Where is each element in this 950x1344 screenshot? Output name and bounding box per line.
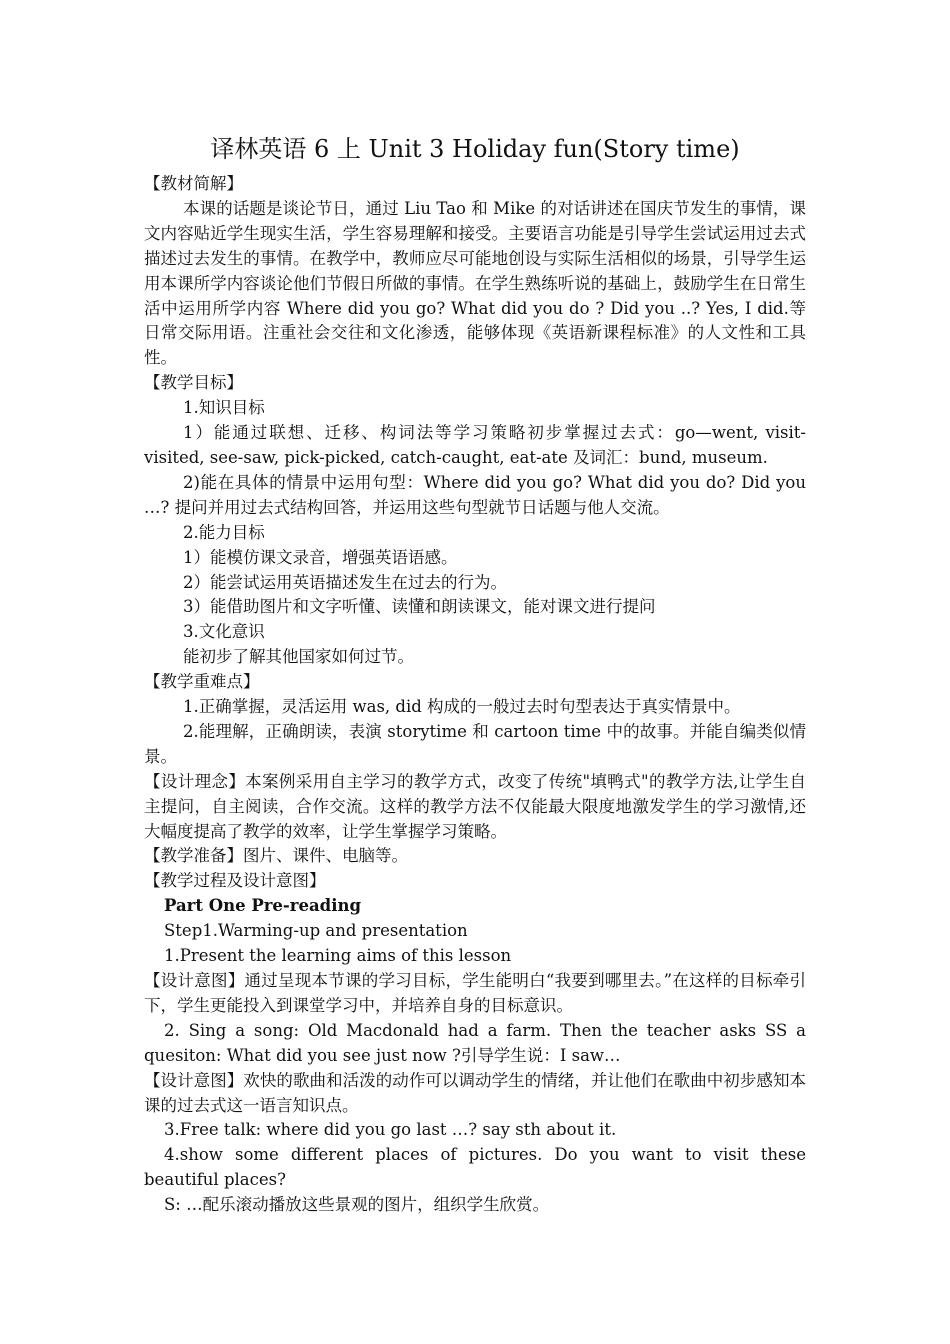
document-body xyxy=(144,172,806,1218)
objective-knowledge-item-2: 2)能在具体的情景中运用句型：Where did you go? What did you do? Did you …? 提问并用过去式结构回答，并运用这些句型就节日话题与他人交流。 xyxy=(144,472,806,517)
step-1-item-2: 2. Sing a song: Old Macdonald had a farm. Then the teacher asks SS a quesiton: What did you see just now ?引导学生说：I saw… xyxy=(144,1020,806,1065)
objective-knowledge-heading: 1.知识目标 xyxy=(183,398,265,418)
material-summary: 本课的话题是谈论节日，通过 Liu Tao 和 Mike 的对话讲述在国庆节发生的事情，课文内容贴近学生现实生活，学生容易理解和接受。主要语言功能是引导学生尝试运用过去式描述过去发生的事情。在教学中，教师应尽可能地创设与实际生活相似的场景，引导学生运用本课所学内容谈论他们节假日所做的事情。在学生熟练听说的基础上，鼓励学生在日常生活中运用所学内容 Where did you go? What did you do ? Did you ..? Yes, I did.等日常交际用语。注重社会交往和文化渗透，能够体现《英语新课程标准》的人文性和工具性。 xyxy=(144,198,806,368)
design-concept: 【设计理念】本案例采用自主学习的教学方式，改变了传统"填鸭式"的教学方法,让学生自主提问，自主阅读，合作交流。这样的教学方法不仅能最大限度地激发学生的学习激情,还大幅度提高了教学的效率，让学生掌握学习策略。 xyxy=(144,771,806,841)
section-heading-objectives: 【教学目标】 xyxy=(144,373,243,393)
step-1-student-response: S: …配乐滚动播放这些景观的图片，组织学生欣赏。 xyxy=(164,1195,550,1215)
step-1-item-4: 4.show some different places of pictures. Do you want to visit these beautiful places? xyxy=(144,1145,806,1190)
step-1-item-3: 3.Free talk: where did you go last …? say sth about it. xyxy=(164,1120,617,1140)
step-1-heading: Step1.Warming-up and presentation xyxy=(164,921,468,941)
key-point-1: 1.正确掌握，灵活运用 was, did 构成的一般过去时句型表达于真实情景中。 xyxy=(183,697,741,717)
design-intent-1: 【设计意图】通过呈现本节课的学习目标，学生能明白“我要到哪里去。”在这样的目标牵引下，学生更能投入到课堂学习中，并培养自身的目标意识。 xyxy=(144,971,806,1015)
section-heading-material: 【教材简解】 xyxy=(144,174,243,193)
objective-ability-item-2: 2）能尝试运用英语描述发生在过去的行为。 xyxy=(183,572,507,592)
design-intent-2: 【设计意图】欢快的歌曲和活泼的动作可以调动学生的情绪，并让他们在歌曲中初步感知本课的过去式这一语言知识点。 xyxy=(144,1070,806,1115)
objective-culture-heading: 3.文化意识 xyxy=(183,622,265,642)
page-title: 译林英语 6 上 Unit 3 Holiday fun(Story time) xyxy=(210,135,740,163)
objective-culture-item: 能初步了解其他国家如何过节。 xyxy=(183,647,414,667)
section-heading-key-points: 【教学重难点】 xyxy=(144,672,260,692)
key-point-2: 2.能理解，正确朗读，表演 storytime 和 cartoon time 中的故事。并能自编类似情景。 xyxy=(144,721,806,766)
part-one-heading: Part One Pre-reading xyxy=(164,896,361,916)
objective-ability-item-1: 1）能模仿课文录音，增强英语语感。 xyxy=(183,547,458,567)
objective-ability-item-3: 3）能借助图片和文字听懂、读懂和朗读课文，能对课文进行提问 xyxy=(183,597,656,617)
section-heading-process: 【教学过程及设计意图】 xyxy=(144,871,326,891)
objective-ability-heading: 2.能力目标 xyxy=(183,522,265,542)
objective-knowledge-item-1: 1）能通过联想、迁移、构词法等学习策略初步掌握过去式：go—went, visit-visited, see-saw, pick-picked, catch-caught, eat-ate 及词汇：bund, museum. xyxy=(144,423,806,467)
teaching-preparation: 【教学准备】图片、课件、电脑等。 xyxy=(144,846,408,866)
step-1-item-1: 1.Present the learning aims of this lesson xyxy=(164,946,512,966)
